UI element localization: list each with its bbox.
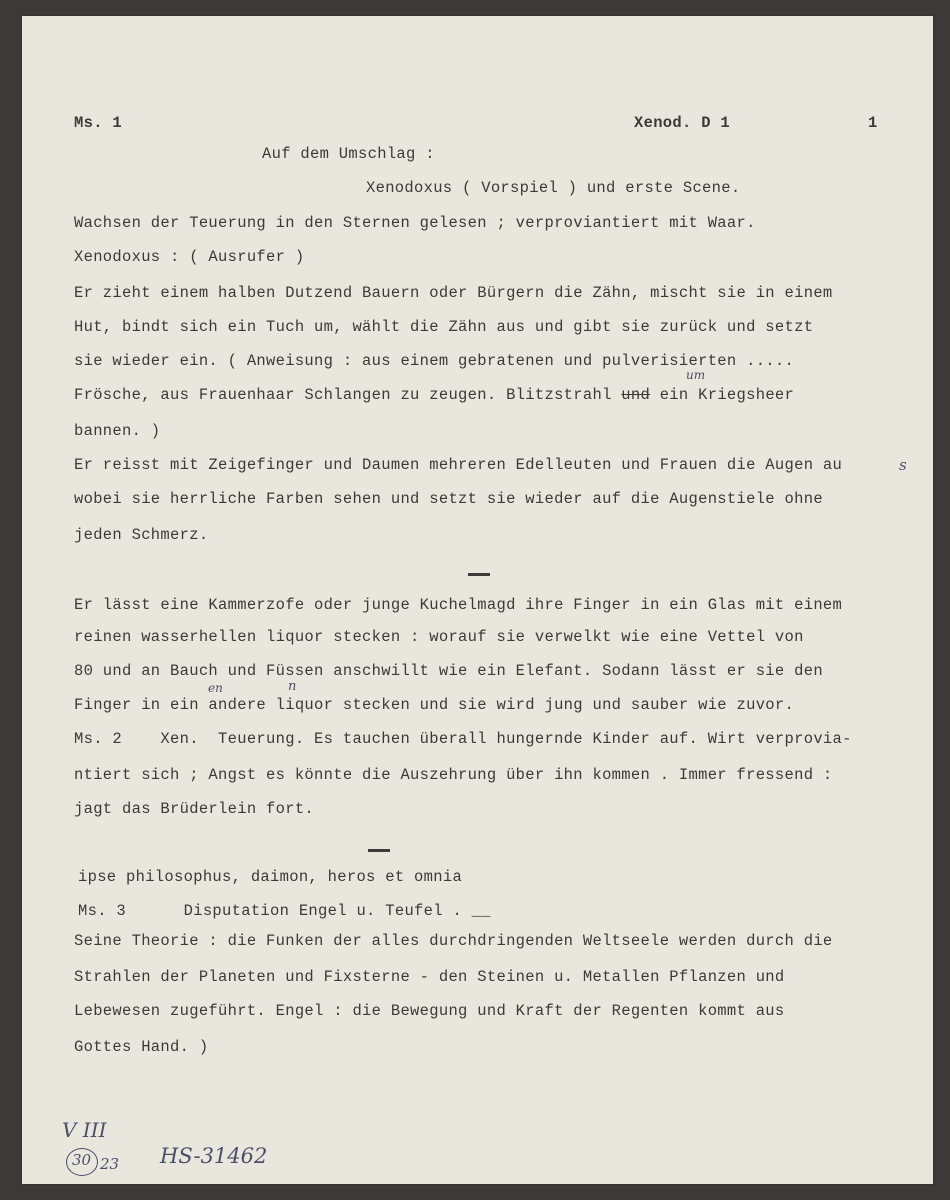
archive-mark-roman: V III [62, 1118, 107, 1142]
handwritten-um: um [686, 368, 706, 382]
line-title: Xenodoxus ( Vorspiel ) und erste Scene. [366, 179, 741, 197]
line-9: bannen. ) [74, 422, 161, 440]
line-22: Seine Theorie : die Funken der alles durchdringenden Weltseele werden durch die [74, 932, 833, 950]
handwritten-en: en [208, 681, 223, 695]
line-6: Hut, bindt sich ein Tuch um, wählt die Zähn aus und gibt sie zurück und setzt [74, 318, 814, 336]
line-umschlag: Auf dem Umschlag : [262, 145, 435, 163]
handwritten-s-mark: s [899, 456, 907, 474]
struck-word: und [621, 386, 651, 404]
line-19: jagt das Brüderlein fort. [74, 800, 315, 818]
line-14: reinen wasserhellen liquor stecken : worauf sie verwelkt wie eine Vettel von [74, 628, 804, 646]
line-8 [74, 388, 794, 404]
section-separator-1 [468, 573, 490, 576]
document-page [22, 16, 933, 1184]
page-number: 1 [868, 114, 878, 132]
archive-mark-hs: HS-31462 [160, 1144, 268, 1168]
archive-mark-23: 23 [100, 1155, 120, 1173]
line-15: 80 und an Bauch und Füssen anschwillt wie ein Elefant. Sodann lässt er sie den [74, 662, 823, 680]
ms-label: Ms. 1 [74, 114, 123, 132]
line-25: Gottes Hand. ) [74, 1038, 209, 1056]
line-4: Xenodoxus : ( Ausrufer ) [74, 248, 305, 266]
line-21: Ms. 3 Disputation Engel u. Teufel . __ [78, 902, 491, 920]
line-5: Er zieht einem halben Dutzend Bauern oder Bürgern die Zähn, mischt sie in einem [74, 284, 833, 302]
line-20: ipse philosophus, daimon, heros et omnia [78, 868, 463, 886]
line-23: Strahlen der Planeten und Fixsterne - den Steinen u. Metallen Pflanzen und [74, 968, 785, 986]
line-11: wobei sie herrliche Farben sehen und setzt sie wieder auf die Augenstiele ohne [74, 490, 823, 508]
line-10: Er reisst mit Zeigefinger und Daumen mehreren Edelleuten und Frauen die Augen au [74, 456, 843, 474]
reference-label: Xenod. D 1 [634, 114, 731, 132]
line-13: Er lässt eine Kammerzofe oder junge Kuchelmagd ihre Finger in ein Glas mit einem [74, 596, 843, 614]
handwritten-n: n [288, 679, 297, 694]
line-24: Lebewesen zugeführt. Engel : die Bewegung und Kraft der Regenten kommt aus [74, 1002, 785, 1020]
line-16: Finger in ein andere liquor stecken und sie wird jung und sauber wie zuvor. [74, 696, 795, 714]
line-3: Wachsen der Teuerung in den Sternen gelesen ; verproviantiert mit Waar. [74, 214, 756, 232]
archive-mark-30: 30 [72, 1151, 92, 1169]
line-8-part-a: Frösche, aus Frauenhaar Schlangen zu zeugen. Blitzstrahl [74, 386, 622, 404]
line-8-part-c: ein Kriegsheer [650, 386, 795, 404]
line-17: Ms. 2 Xen. Teuerung. Es tauchen überall hungernde Kinder auf. Wirt verprovia- [74, 730, 852, 748]
section-separator-2 [368, 849, 390, 852]
line-12: jeden Schmerz. [74, 526, 209, 544]
line-18: ntiert sich ; Angst es könnte die Auszehrung über ihn kommen . Immer fressend : [74, 766, 833, 784]
line-7: sie wieder ein. ( Anweisung : aus einem gebratenen und pulverisierten ..... [74, 352, 795, 370]
